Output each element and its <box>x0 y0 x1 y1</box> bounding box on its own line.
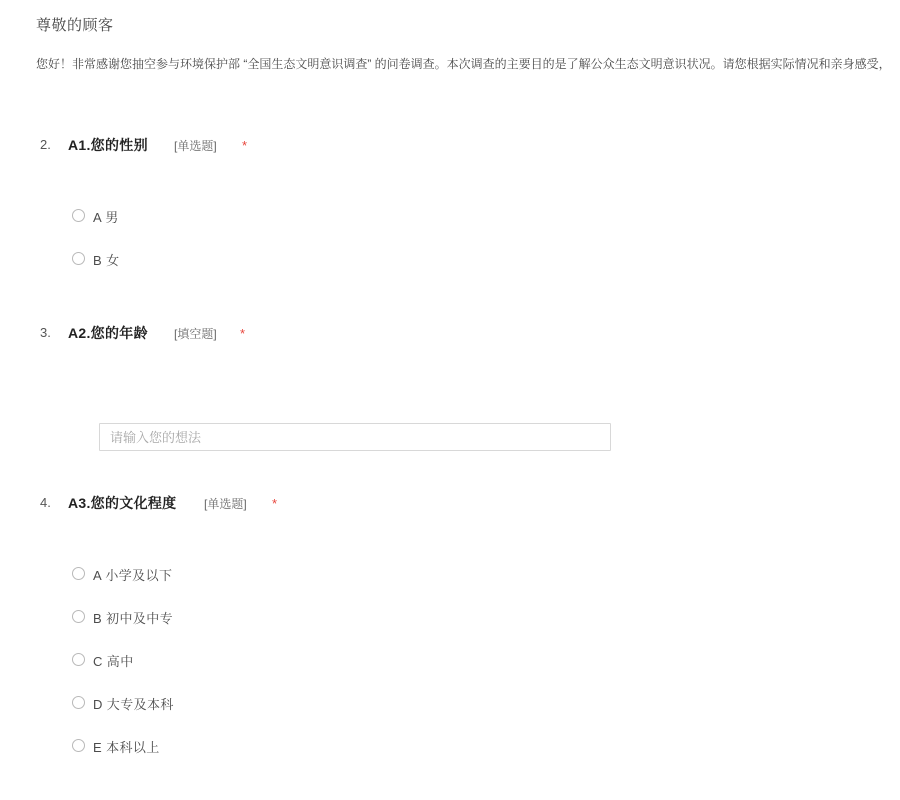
option-label: E 本科以上 <box>93 740 160 755</box>
question-a1-required-mark: * <box>242 138 248 153</box>
option-label: B 女 <box>93 253 120 268</box>
question-a1-options <box>0 195 900 281</box>
option-label: B 初中及中专 <box>93 611 174 626</box>
question-a1 <box>0 135 900 268</box>
radio-button-icon[interactable] <box>72 696 85 709</box>
question-a3 <box>0 493 900 755</box>
question-a2-header <box>0 323 900 345</box>
radio-button-icon[interactable] <box>72 653 85 666</box>
option-a1-b[interactable] <box>0 238 900 281</box>
option-label: C 高中 <box>93 654 134 669</box>
option-a3-a[interactable] <box>0 553 900 596</box>
question-a1-header <box>0 135 900 157</box>
question-a2-answer <box>99 423 611 451</box>
radio-button-icon[interactable] <box>72 610 85 623</box>
question-a2-index: 3. <box>40 325 51 340</box>
question-a2-type: [填空题] <box>174 327 217 341</box>
option-label: A 小学及以下 <box>93 568 173 583</box>
option-label: D 大专及本科 <box>93 697 174 712</box>
question-a3-type: [单选题] <box>204 497 247 511</box>
radio-button-icon[interactable] <box>72 567 85 580</box>
question-a1-index: 2. <box>40 137 51 152</box>
option-a3-c[interactable] <box>0 639 900 682</box>
question-a2-title: A2.您的年龄 <box>68 325 148 341</box>
option-a3-e[interactable] <box>0 725 900 768</box>
radio-button-icon[interactable] <box>72 252 85 265</box>
question-a3-index: 4. <box>40 495 51 510</box>
option-label: A 男 <box>93 210 119 225</box>
answer-text-input[interactable] <box>99 423 611 451</box>
salutation: 尊敬的顾客 <box>36 17 114 34</box>
question-a3-header <box>0 493 900 515</box>
question-a3-required-mark: * <box>272 496 278 511</box>
intro-paragraph: 您好！非常感谢您抽空参与环境保护部 “全国生态文明意识调查” 的问卷调查。本次调查的主要目的是了解公众生态文明意识状况。请您根据实际情况和亲身感受， <box>36 57 891 71</box>
question-a2-required-mark: * <box>240 326 246 341</box>
option-a1-a[interactable] <box>0 195 900 238</box>
question-a3-options <box>0 553 900 768</box>
radio-button-icon[interactable] <box>72 739 85 752</box>
question-a2 <box>0 323 900 345</box>
question-a1-type: [单选题] <box>174 139 217 153</box>
option-a3-d[interactable] <box>0 682 900 725</box>
question-a1-title: A1.您的性别 <box>68 137 148 153</box>
option-a3-b[interactable] <box>0 596 900 639</box>
question-a3-title: A3.您的文化程度 <box>68 495 177 511</box>
radio-button-icon[interactable] <box>72 209 85 222</box>
